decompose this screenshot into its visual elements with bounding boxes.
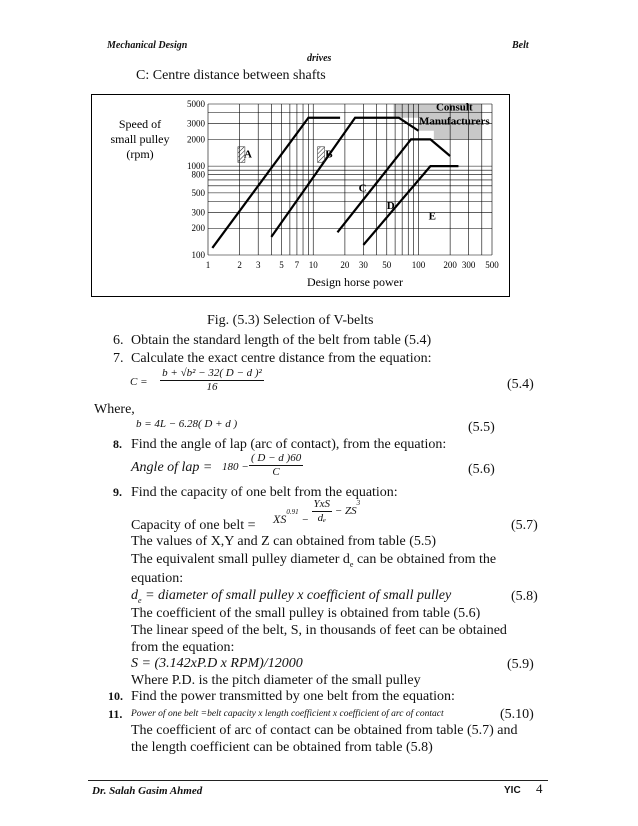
- step-8-number: 8.: [113, 437, 122, 451]
- x-tick-label: 20: [340, 260, 350, 270]
- x-tick-label: 300: [461, 260, 476, 270]
- eq58-ref: (5.8): [511, 589, 538, 604]
- x-tick-label: 5: [279, 260, 284, 270]
- x-tick-label: 500: [485, 260, 499, 270]
- step-8-text: Find the angle of lap (arc of contact), from the equation:: [131, 437, 447, 452]
- eq56-numerator: ( D − d )60: [251, 452, 302, 464]
- consult-label: Consult: [435, 101, 473, 114]
- where-label: Where,: [94, 402, 135, 417]
- eq59-ref: (5.9): [507, 657, 534, 672]
- eq57-ref: (5.7): [511, 518, 538, 533]
- paragraph-pitch-diameter: Where P.D. is the pitch diameter of the small pulley: [131, 673, 421, 688]
- x-tick-label: 7: [294, 260, 300, 270]
- region-label: A: [244, 148, 252, 161]
- paragraph-from-equation: from the equation:: [131, 640, 235, 655]
- eq57-numerator: YxS: [313, 498, 331, 510]
- step-11-text: Power of one belt =belt capacity x length coefficient x coefficient of arc of contact: [131, 709, 444, 719]
- p2-part-b: can be obtained from the: [353, 552, 497, 567]
- x-tick-label: 30: [358, 260, 368, 270]
- x-tick-label: 2: [237, 260, 242, 270]
- y-tick-label: 500: [191, 187, 205, 198]
- eq56-ref: (5.6): [468, 462, 495, 477]
- step-11-ref: (5.10): [500, 707, 534, 722]
- footer-author: Dr. Salah Gasim Ahmed: [92, 785, 203, 797]
- y-axis-label: (rpm): [126, 147, 154, 161]
- eq54-denominator: 16: [206, 381, 218, 393]
- eq57-denominator: dₑ: [317, 512, 326, 524]
- eq57-exp2: 3: [356, 499, 361, 508]
- eq54-lhs: C =: [130, 376, 148, 388]
- eq55-ref: (5.5): [468, 420, 495, 435]
- step-11-number: 11.: [108, 707, 123, 721]
- eq58-d: d: [131, 588, 138, 603]
- paragraph-arc-coefficient: The coefficient of arc of contact can be obtained from table (5.7) and: [131, 723, 518, 738]
- eq56-lhs: Angle of lap =: [131, 460, 213, 475]
- consult-label: Manufacturers: [418, 115, 490, 128]
- eq55-expression: b = 4L − 6.28( D + d ): [136, 418, 238, 430]
- x-tick-label: 50: [382, 260, 392, 270]
- y-axis-label: Speed of: [118, 117, 162, 131]
- eq57-minus1: −: [301, 514, 309, 527]
- y-tick-label: 1000: [187, 161, 205, 172]
- step-7-number: 7.: [113, 351, 124, 366]
- paragraph-equivalent-diameter: [131, 551, 496, 573]
- step-7-text: Calculate the exact centre distance from the equation:: [131, 351, 432, 366]
- step-9-text: Find the capacity of one belt from the equation:: [131, 485, 398, 500]
- region-label: D: [386, 199, 395, 212]
- region-label: B: [325, 148, 333, 161]
- y-tick-label: 3000: [187, 118, 205, 129]
- p2-subscript: e: [349, 559, 354, 569]
- eq57-term1: XS: [273, 512, 287, 527]
- footer-org: YIC: [504, 785, 521, 796]
- x-tick-label: 200: [443, 260, 457, 270]
- paragraph-equation-label: equation:: [131, 571, 184, 586]
- vbelt-selection-chart: [92, 95, 511, 298]
- x-axis-label: Design horse power: [307, 275, 403, 289]
- eq57-formula: [273, 498, 360, 525]
- y-tick-label: 100: [191, 250, 205, 260]
- y-tick-label: 2000: [187, 134, 205, 145]
- y-axis-label: small pulley: [110, 132, 170, 146]
- p2-part-a: The equivalent small pulley diameter d: [131, 552, 350, 567]
- eq59-text: S = (3.142xP.D x RPM)/12000: [131, 656, 303, 671]
- footer-rule: [88, 780, 548, 781]
- eq56-mid: 180 −: [222, 461, 249, 473]
- paragraph-xyz-values: The values of X,Y and Z can obtained from table (5.5): [131, 534, 437, 549]
- y-tick-label: 200: [191, 223, 205, 234]
- step-10-text: Find the power transmitted by one belt from the equation:: [131, 689, 455, 704]
- x-tick-label: 10: [308, 260, 318, 270]
- header-right: Belt: [512, 40, 529, 51]
- paragraph-linear-speed: The linear speed of the belt, S, in thousands of feet can be obtained: [131, 623, 507, 638]
- region-label: C: [358, 182, 367, 195]
- y-tick-label: 800: [191, 169, 205, 180]
- y-tick-label: 5000: [187, 99, 205, 109]
- eq54-numerator: b + √b² − 32( D − d )²: [162, 367, 262, 379]
- step-10-number: 10.: [108, 689, 123, 703]
- step-9-number: 9.: [113, 485, 122, 499]
- eq56-fraction: [249, 452, 303, 479]
- header-sub: drives: [307, 53, 332, 64]
- paragraph-small-pulley-coefficient: The coefficient of the small pulley is obtained from table (5.6): [131, 606, 481, 621]
- eq57-minus2: − ZS: [334, 505, 357, 518]
- step-6-text: Obtain the standard length of the belt from table (5.4): [131, 333, 432, 348]
- eq54-ref: (5.4): [507, 377, 534, 392]
- centre-distance-definition: C: Centre distance between shafts: [136, 68, 326, 83]
- series-line: [363, 166, 458, 245]
- eq56-denominator: C: [272, 466, 280, 478]
- eq58-body: = diameter of small pulley x coefficient of small pulley: [141, 588, 452, 603]
- eq57-exp1: 0.91: [286, 508, 299, 517]
- figure-caption: Fig. (5.3) Selection of V-belts: [207, 313, 374, 328]
- region-label: E: [428, 210, 436, 223]
- page-number: 4: [536, 781, 543, 796]
- y-tick-label: 300: [191, 207, 205, 218]
- vbelt-chart-frame: [91, 94, 510, 297]
- header-left: Mechanical Design: [107, 40, 188, 51]
- eq54-fraction: [150, 367, 274, 394]
- eq58-sub: e: [138, 595, 142, 605]
- x-tick-label: 100: [411, 260, 426, 270]
- eq57-label: Capacity of one belt =: [131, 518, 256, 533]
- region-hatch-box: [318, 147, 325, 163]
- step-6-number: 6.: [113, 333, 124, 348]
- x-tick-label: 3: [255, 260, 261, 270]
- paragraph-length-coefficient: the length coefficient can be obtained from table (5.8): [131, 740, 433, 755]
- x-tick-label: 1: [205, 260, 211, 270]
